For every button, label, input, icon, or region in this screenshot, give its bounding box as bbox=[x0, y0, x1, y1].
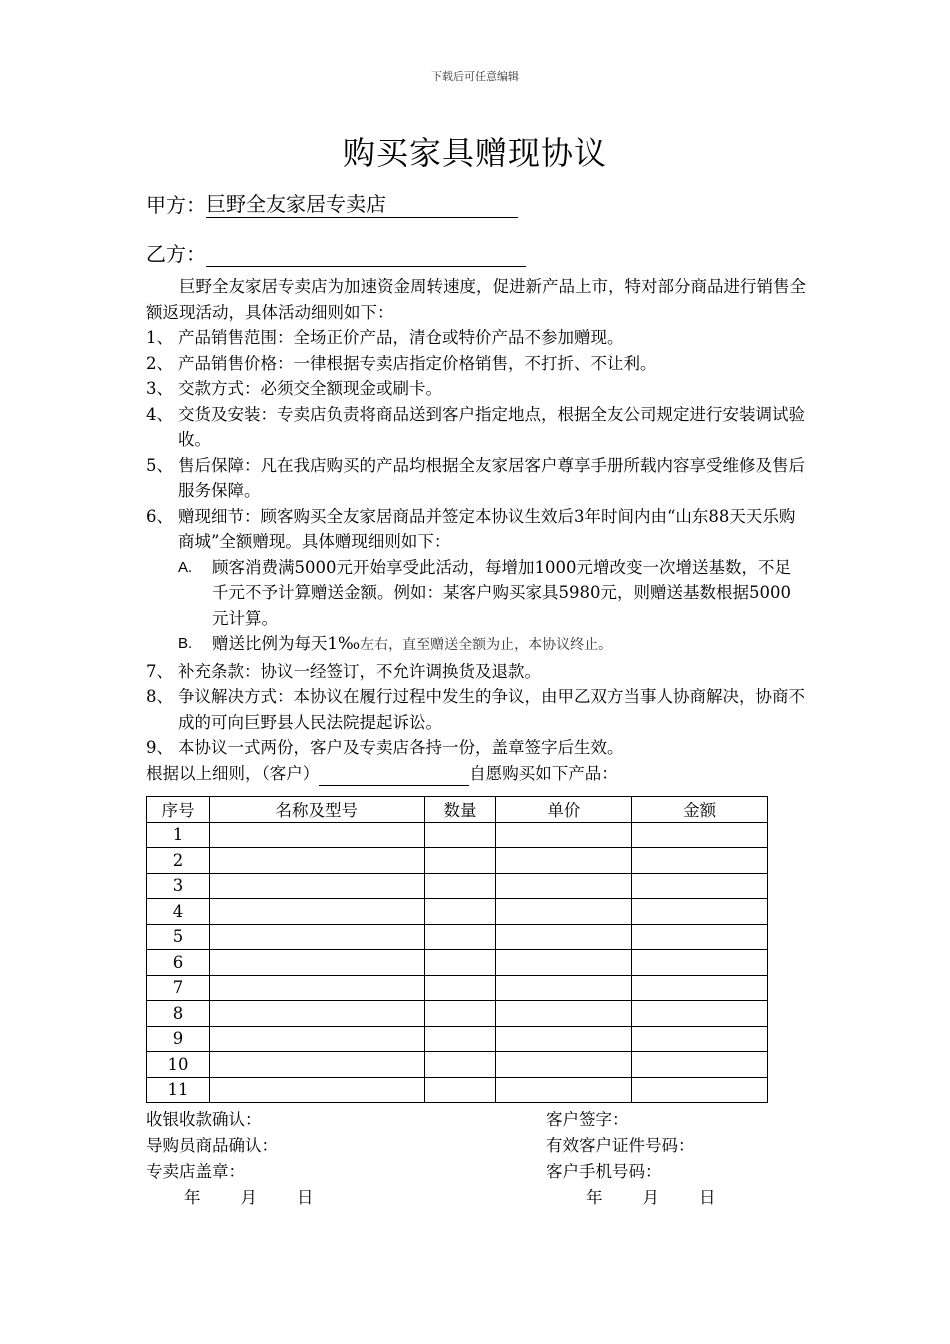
clause-item bbox=[146, 402, 806, 453]
row-index-cell: 9 bbox=[147, 1026, 210, 1052]
row-index-cell: 2 bbox=[147, 848, 210, 874]
party-a bbox=[146, 188, 518, 218]
clause-text: 产品销售价格：一律根据专卖店指定价格销售，不打折、不让利。 bbox=[178, 353, 657, 373]
store-seal-label: 专卖店盖章： bbox=[146, 1162, 245, 1181]
row-index-cell: 4 bbox=[147, 899, 210, 925]
name-model-cell bbox=[209, 873, 424, 899]
table-row bbox=[147, 848, 768, 874]
unit-price-cell bbox=[496, 899, 632, 925]
quantity-cell bbox=[424, 848, 496, 874]
unit-price-cell bbox=[496, 1052, 632, 1078]
unit-price-cell bbox=[496, 873, 632, 899]
sub-clause-text-small: 左右，直至赠送全额为止，本协议终止。 bbox=[360, 637, 613, 653]
quantity-cell bbox=[424, 1001, 496, 1027]
table-row bbox=[147, 1077, 768, 1103]
clause-number: 7、 bbox=[146, 661, 173, 681]
document-title: 购买家具赠现协议 bbox=[342, 134, 607, 172]
table-row bbox=[147, 822, 768, 848]
party-b-blank bbox=[206, 242, 526, 267]
row-index-cell: 10 bbox=[147, 1052, 210, 1078]
sub-clause-number: B. bbox=[178, 635, 193, 652]
table-row bbox=[147, 899, 768, 925]
clause-text: 争议解决方式：本协议在履行过程中发生的争议，由甲乙双方当事人协商解决，协商不成的可向巨野县人民法院提起诉讼。 bbox=[178, 687, 805, 732]
purchase-line bbox=[146, 761, 806, 787]
quantity-cell bbox=[424, 950, 496, 976]
year-label: 年 bbox=[586, 1188, 603, 1207]
guide-confirm-label: 导购员商品确认： bbox=[146, 1136, 278, 1155]
amount-cell bbox=[632, 1077, 768, 1103]
clause-item bbox=[146, 325, 806, 351]
party-b bbox=[146, 238, 526, 267]
table-row bbox=[147, 924, 768, 950]
year-label: 年 bbox=[184, 1188, 201, 1207]
table-row bbox=[147, 950, 768, 976]
sub-clause-item bbox=[178, 555, 806, 632]
clause-text: 交款方式：必须交全额现金或刷卡。 bbox=[178, 379, 442, 398]
table-row bbox=[147, 873, 768, 899]
clause-item bbox=[146, 735, 806, 761]
name-model-cell bbox=[209, 899, 424, 925]
purchase-prefix: 根据以上细则，（客户） bbox=[146, 763, 320, 783]
row-index-cell: 6 bbox=[147, 950, 210, 976]
amount-cell bbox=[632, 924, 768, 950]
table-row bbox=[147, 1026, 768, 1052]
amount-cell bbox=[632, 1001, 768, 1027]
row-index-cell: 1 bbox=[147, 822, 210, 848]
quantity-cell bbox=[424, 924, 496, 950]
name-model-cell bbox=[209, 924, 424, 950]
unit-price-cell bbox=[496, 848, 632, 874]
unit-price-cell bbox=[496, 1001, 632, 1027]
unit-price-cell bbox=[496, 950, 632, 976]
unit-price-cell bbox=[496, 1077, 632, 1103]
clause-item bbox=[146, 504, 806, 555]
store-date bbox=[184, 1184, 314, 1208]
quantity-cell bbox=[424, 1052, 496, 1078]
sub-clause-text: 顾客消费满5000元开始享受此活动，每增加1000元增改变一次增送基数，不足千元不予计算赠送金额。例如：某客户购买家具5980元，则赠送基数根据5000元计算。 bbox=[212, 557, 791, 628]
name-model-cell bbox=[209, 1077, 424, 1103]
phone-number-label: 客户手机号码： bbox=[546, 1162, 662, 1181]
amount-cell bbox=[632, 873, 768, 899]
name-model-cell bbox=[209, 822, 424, 848]
products-table bbox=[146, 796, 768, 1103]
col-header-amount: 金额 bbox=[632, 797, 768, 823]
clause-item bbox=[146, 453, 806, 504]
clause-text: 赠现细节：顾客购买全友家居商品并签定本协议生效后3年时间内由“山东88天天乐购商城”全额赠现。具体赠现细则如下： bbox=[178, 506, 796, 551]
table-row bbox=[147, 975, 768, 1001]
customer-signature-label: 客户签字： bbox=[546, 1110, 629, 1129]
clause-item bbox=[146, 659, 806, 685]
amount-cell bbox=[632, 848, 768, 874]
cashier-confirm-label: 收银收款确认： bbox=[146, 1110, 262, 1129]
name-model-cell bbox=[209, 1026, 424, 1052]
quantity-cell bbox=[424, 822, 496, 848]
clause-text: 产品销售范围：全场正价产品，清仓或特价产品不参加赠现。 bbox=[178, 328, 624, 347]
amount-cell bbox=[632, 1026, 768, 1052]
signature-section bbox=[146, 1106, 806, 1210]
row-index-cell: 7 bbox=[147, 975, 210, 1001]
amount-cell bbox=[632, 822, 768, 848]
name-model-cell bbox=[209, 1052, 424, 1078]
quantity-cell bbox=[424, 873, 496, 899]
unit-price-cell bbox=[496, 822, 632, 848]
amount-cell bbox=[632, 899, 768, 925]
table-row bbox=[147, 1001, 768, 1027]
quantity-cell bbox=[424, 899, 496, 925]
amount-cell bbox=[632, 950, 768, 976]
clause-text: 补充条款：协议一经签订，不允许调换货及退款。 bbox=[178, 661, 541, 681]
sub-clause-item bbox=[178, 631, 806, 659]
sub-clause-text-main: 赠送比例为每天1‰ bbox=[212, 634, 361, 653]
quantity-cell bbox=[424, 1026, 496, 1052]
purchase-suffix: 自愿购买如下产品： bbox=[469, 763, 618, 783]
month-label: 月 bbox=[642, 1188, 659, 1207]
clause-item bbox=[146, 684, 806, 735]
col-header-name-model: 名称及型号 bbox=[209, 797, 424, 823]
table-row bbox=[147, 1052, 768, 1078]
name-model-cell bbox=[209, 950, 424, 976]
id-number-label: 有效客户证件号码： bbox=[546, 1136, 695, 1155]
clause-number: 4、 bbox=[146, 404, 173, 424]
name-model-cell bbox=[209, 848, 424, 874]
row-index-cell: 11 bbox=[147, 1077, 210, 1103]
col-header-index: 序号 bbox=[147, 797, 210, 823]
clause-number: 6、 bbox=[146, 506, 173, 526]
clause-text: 交货及安装：专卖店负责将商品送到客户指定地点，根据全友公司规定进行安装调试验收。 bbox=[178, 404, 805, 449]
party-a-label: 甲方： bbox=[146, 193, 206, 217]
quantity-cell bbox=[424, 975, 496, 1001]
clause-text: 本协议一式两份，客户及专卖店各持一份，盖章签字后生效。 bbox=[178, 738, 624, 757]
row-index-cell: 8 bbox=[147, 1001, 210, 1027]
amount-cell bbox=[632, 975, 768, 1001]
clause-number: 1、 bbox=[146, 328, 173, 347]
row-index-cell: 5 bbox=[147, 924, 210, 950]
customer-name-blank bbox=[319, 767, 469, 786]
clause-number: 9、 bbox=[146, 738, 173, 757]
header-note: 下载后可任意编辑 bbox=[431, 70, 519, 83]
agreement-body bbox=[146, 274, 806, 786]
row-index-cell: 3 bbox=[147, 873, 210, 899]
customer-date bbox=[586, 1184, 716, 1208]
name-model-cell bbox=[209, 1001, 424, 1027]
clause-text: 售后保障：凡在我店购买的产品均根据全友家居客户尊享手册所载内容享受维修及售后服务保障。 bbox=[178, 455, 805, 500]
clause-item bbox=[146, 376, 806, 402]
clause-number: 5、 bbox=[146, 455, 173, 475]
clause-number: 3、 bbox=[146, 379, 173, 398]
intro-paragraph: 巨野全友家居专卖店为加速资金周转速度，促进新产品上市，特对部分商品进行销售全额返现活动，具体活动细则如下： bbox=[146, 277, 806, 322]
day-label: 日 bbox=[699, 1188, 716, 1207]
sub-clause-text bbox=[212, 631, 806, 659]
quantity-cell bbox=[424, 1077, 496, 1103]
party-a-value: 巨野全友家居专卖店 bbox=[206, 188, 518, 218]
unit-price-cell bbox=[496, 975, 632, 1001]
name-model-cell bbox=[209, 975, 424, 1001]
clause-number: 8、 bbox=[146, 687, 173, 706]
month-label: 月 bbox=[240, 1188, 257, 1207]
table-header-row bbox=[147, 797, 768, 823]
col-header-unit-price: 单价 bbox=[496, 797, 632, 823]
clause-number: 2、 bbox=[146, 353, 173, 373]
day-label: 日 bbox=[297, 1188, 314, 1207]
col-header-quantity: 数量 bbox=[424, 797, 496, 823]
clause-item bbox=[146, 351, 806, 377]
party-b-label: 乙方： bbox=[146, 242, 206, 266]
unit-price-cell bbox=[496, 1026, 632, 1052]
amount-cell bbox=[632, 1052, 768, 1078]
sub-clause-number: A. bbox=[178, 558, 193, 576]
unit-price-cell bbox=[496, 924, 632, 950]
